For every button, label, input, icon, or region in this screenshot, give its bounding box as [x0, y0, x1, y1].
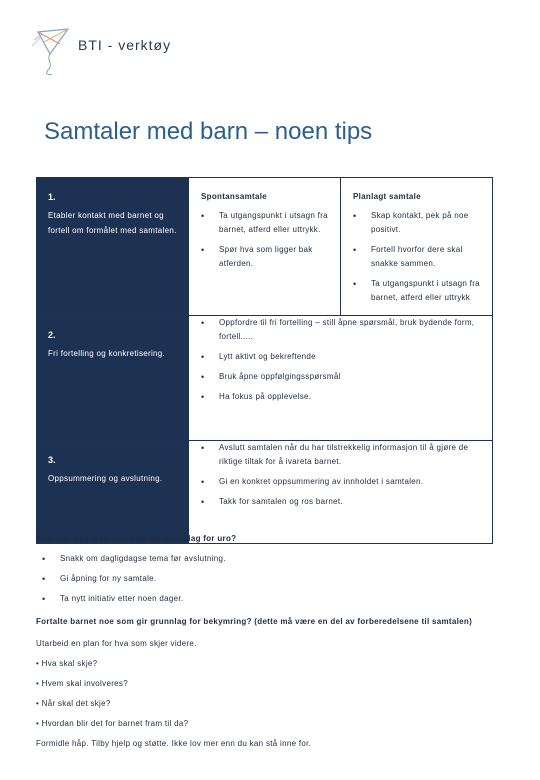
question-item: • Hva skal skje?: [36, 659, 98, 668]
list-item: • Lytt aktivt og bekreftende: [201, 350, 484, 364]
closing-text: Formidle håp. Tilby hjelp og støtte. Ikke lov mer enn du kan stå inne for.: [36, 739, 312, 748]
step-description: Oppsummering og avslutning.: [48, 474, 163, 483]
list-item: • Gi en konkret oppsummering av innholdet i samtalen.: [201, 475, 484, 489]
list-item: • Skap kontakt, pek på noe positivt.: [353, 209, 484, 237]
column-header-spontan: Spontansamtale: [201, 192, 267, 201]
list-item: • Bruk åpne oppfølgingsspørsmål: [201, 370, 484, 384]
section-heading: Kom det ikke fram noe som gir grunnlag for uro?: [36, 534, 237, 543]
column-header-planlagt: Planlagt samtale: [353, 192, 421, 201]
question-item: • Hvem skal involveres?: [36, 679, 128, 688]
step-number: 3.: [48, 455, 56, 465]
list-item: • Takk for samtalen og ros barnet.: [201, 495, 484, 509]
step-3-content: [189, 441, 493, 544]
list-item: • Spør hva som ligger bak atferden.: [201, 243, 332, 271]
table-row: [37, 316, 493, 441]
table-row: [37, 441, 493, 544]
step-3-cell: [37, 441, 189, 544]
list-item: • Fortell hvorfor dere skal snakke sammen.: [353, 243, 484, 271]
step-2-content: [189, 316, 493, 441]
list-item: • Ta utgangspunkt i utsagn fra barnet, atferd eller uttrykk.: [201, 209, 332, 237]
spontan-cell: [189, 178, 341, 316]
step-description: Fri fortelling og konkretisering.: [48, 349, 166, 358]
step-number: 2.: [48, 330, 56, 340]
paragraph: Utarbeid en plan for hva som skjer videre.: [36, 639, 197, 648]
section-heading: Fortalte barnet noe som gir grunnlag for bekymring? (dette må være en del av forberedelsene til samtalen): [36, 617, 473, 626]
list-item: • Ta utgangspunkt i utsagn fra barnet, atferd eller uttrykk: [353, 277, 484, 305]
list-item: • Gi åpning for ny samtale.: [42, 573, 496, 585]
list-item: • Ha fokus på opplevelse.: [201, 390, 484, 404]
table-row: [37, 178, 493, 316]
page-title: Samtaler med barn – noen tips: [44, 118, 373, 145]
step-1-cell: [37, 178, 189, 316]
question-item: • Når skal det skje?: [36, 699, 111, 708]
list-item: • Snakk om dagligdagse tema før avslutning.: [42, 553, 496, 565]
tips-table: [36, 177, 493, 544]
guidance-section: [36, 532, 496, 750]
brand-name: BTI - verktøy: [78, 37, 172, 53]
list-item: • Avslutt samtalen når du har tilstrekkelig informasjon til å gjøre de riktige tiltak for å ivareta barnet.: [201, 441, 484, 469]
question-item: • Hvordan blir det for barnet fram til da?: [36, 719, 189, 728]
kite-logo-icon: [30, 26, 74, 76]
step-2-cell: [37, 316, 189, 441]
list-item: • Ta nytt initiativ etter noen dager.: [42, 593, 496, 605]
planlagt-cell: [341, 178, 493, 316]
list-item: • Oppfordre til fri fortelling – still åpne spørsmål, bruk bydende form, fortell.....: [201, 316, 484, 344]
step-number: 1.: [48, 192, 56, 202]
step-description: Etabler kontakt med barnet og fortell om formålet med samtalen.: [48, 211, 177, 235]
